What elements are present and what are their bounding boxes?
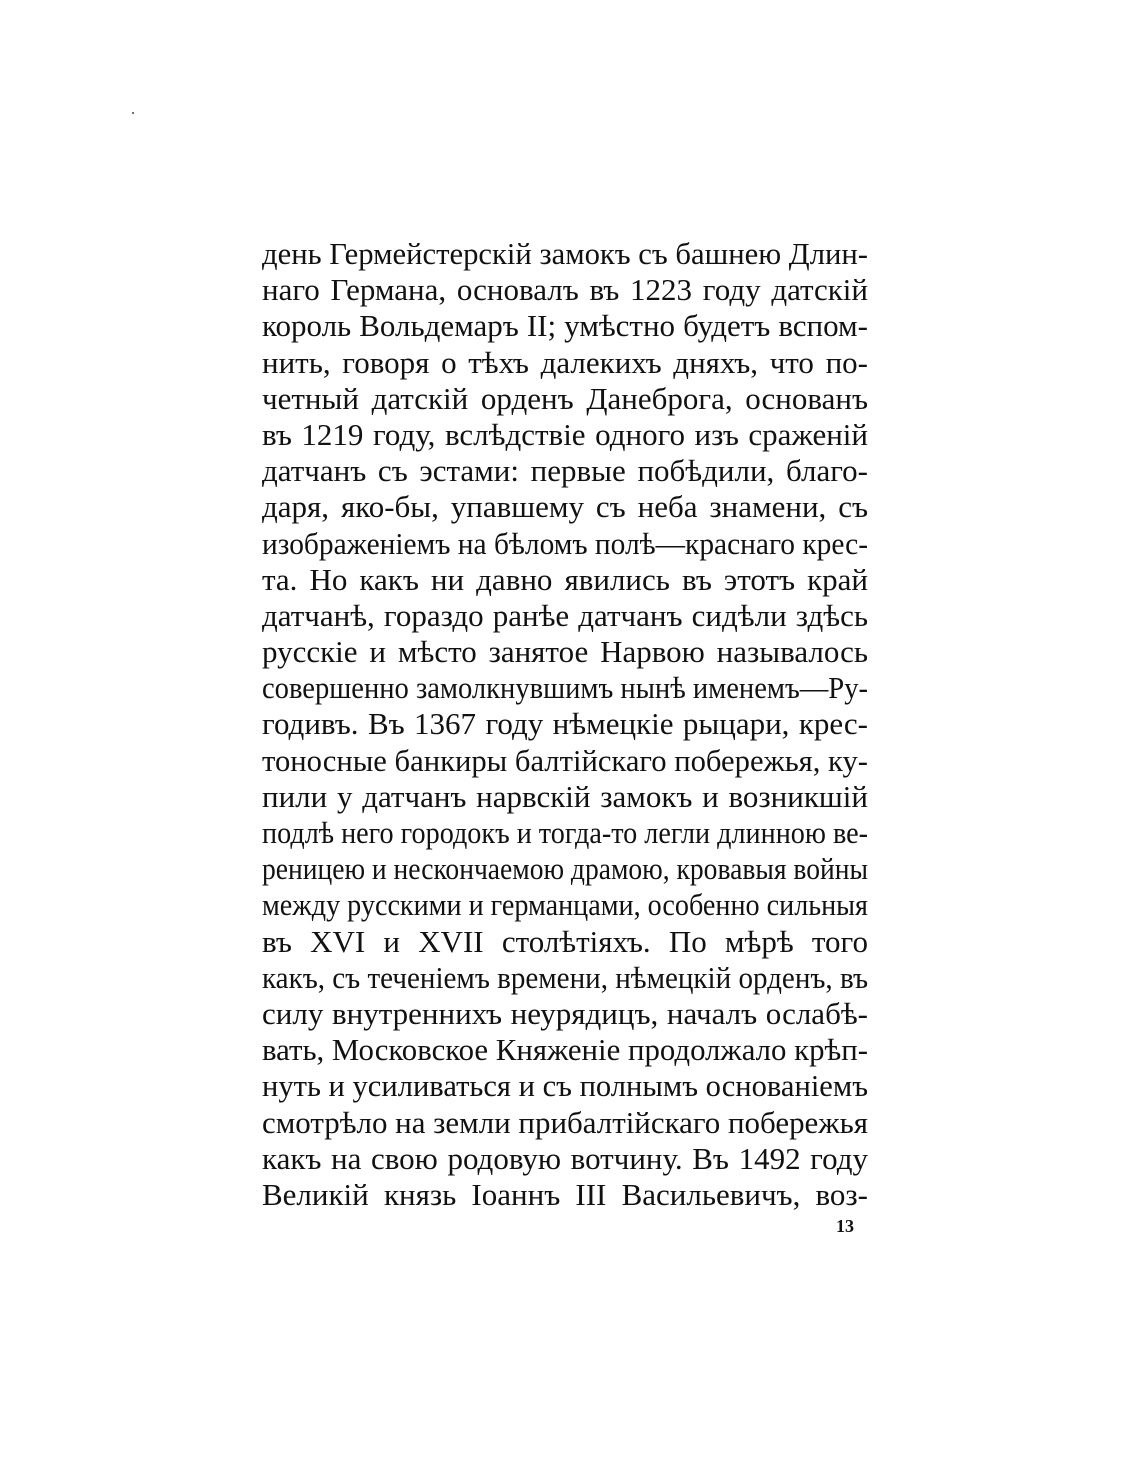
text-line: реницею и нескончаемою драмою, кровавыя войны bbox=[262, 851, 868, 887]
text-line: какъ на свою родовую вотчину. Въ 1492 году bbox=[262, 1140, 868, 1176]
text-line: нуть и усиливаться и съ полнымъ основаніемъ bbox=[262, 1068, 868, 1104]
text-line: наго Германа, основалъ въ 1223 году датскій bbox=[262, 272, 868, 308]
text-line: вать, Московское Княженіе продолжало крѣп- bbox=[262, 1032, 868, 1068]
body-text bbox=[262, 236, 868, 1213]
text-line: датчанѣ, гораздо ранѣе датчанъ сидѣли здѣсь bbox=[262, 597, 868, 633]
text-line: та. Но какъ ни давно явились въ этотъ край bbox=[262, 561, 868, 597]
text-line: между русскими и германцами, особенно сильныя bbox=[262, 887, 868, 923]
text-line: Великій князь Іоаннъ III Васильевичъ, воз- bbox=[262, 1176, 868, 1212]
text-line: русскіе и мѣсто занятое Нарвою называлось bbox=[262, 634, 868, 670]
text-line: день Гермейстерскій замокъ съ башнею Длин- bbox=[262, 236, 868, 271]
text-line: нить, говоря о тѣхъ далекихъ дняхъ, что по- bbox=[262, 344, 868, 380]
text-line: датчанъ съ эстами: первые побѣдили, благо- bbox=[262, 453, 868, 489]
text-line: въ XVI и XVII столѣтіяхъ. По мѣрѣ того bbox=[262, 923, 868, 959]
text-line: пили у датчанъ нарвскій замокъ и возникшій bbox=[262, 778, 868, 814]
text-line: даря, яко-бы, упавшему съ неба знамени, съ bbox=[262, 489, 868, 525]
text-line: силу внутреннихъ неурядицъ, началъ ослабѣ- bbox=[262, 995, 868, 1031]
text-line: подлѣ него городокъ и тогда-то легли длинною ве- bbox=[262, 815, 868, 850]
page-number: 13 bbox=[836, 1216, 854, 1236]
text-line: годивъ. Въ 1367 году нѣмецкіе рыцари, крес- bbox=[262, 706, 868, 742]
text-line: смотрѣло на земли прибалтійскаго побережья bbox=[262, 1104, 868, 1140]
paper-speck bbox=[132, 112, 134, 114]
text-line: въ 1219 году, вслѣдствіе одного изъ сраженій bbox=[262, 416, 868, 452]
text-line: король Вольдемаръ II; умѣстно будетъ вспом- bbox=[262, 308, 868, 344]
text-line: изображеніемъ на бѣломъ полѣ—краснаго крес- bbox=[262, 525, 868, 561]
text-line: какъ, съ теченіемъ времени, нѣмецкій орденъ, въ bbox=[262, 959, 868, 995]
text-line: четный датскій орденъ Данеброга, основанъ bbox=[262, 380, 868, 416]
text-line: совершенно замолкнувшимъ нынѣ именемъ—Ру- bbox=[262, 670, 868, 706]
text-line: тоносные банкиры балтійскаго побережья, ку- bbox=[262, 742, 868, 778]
